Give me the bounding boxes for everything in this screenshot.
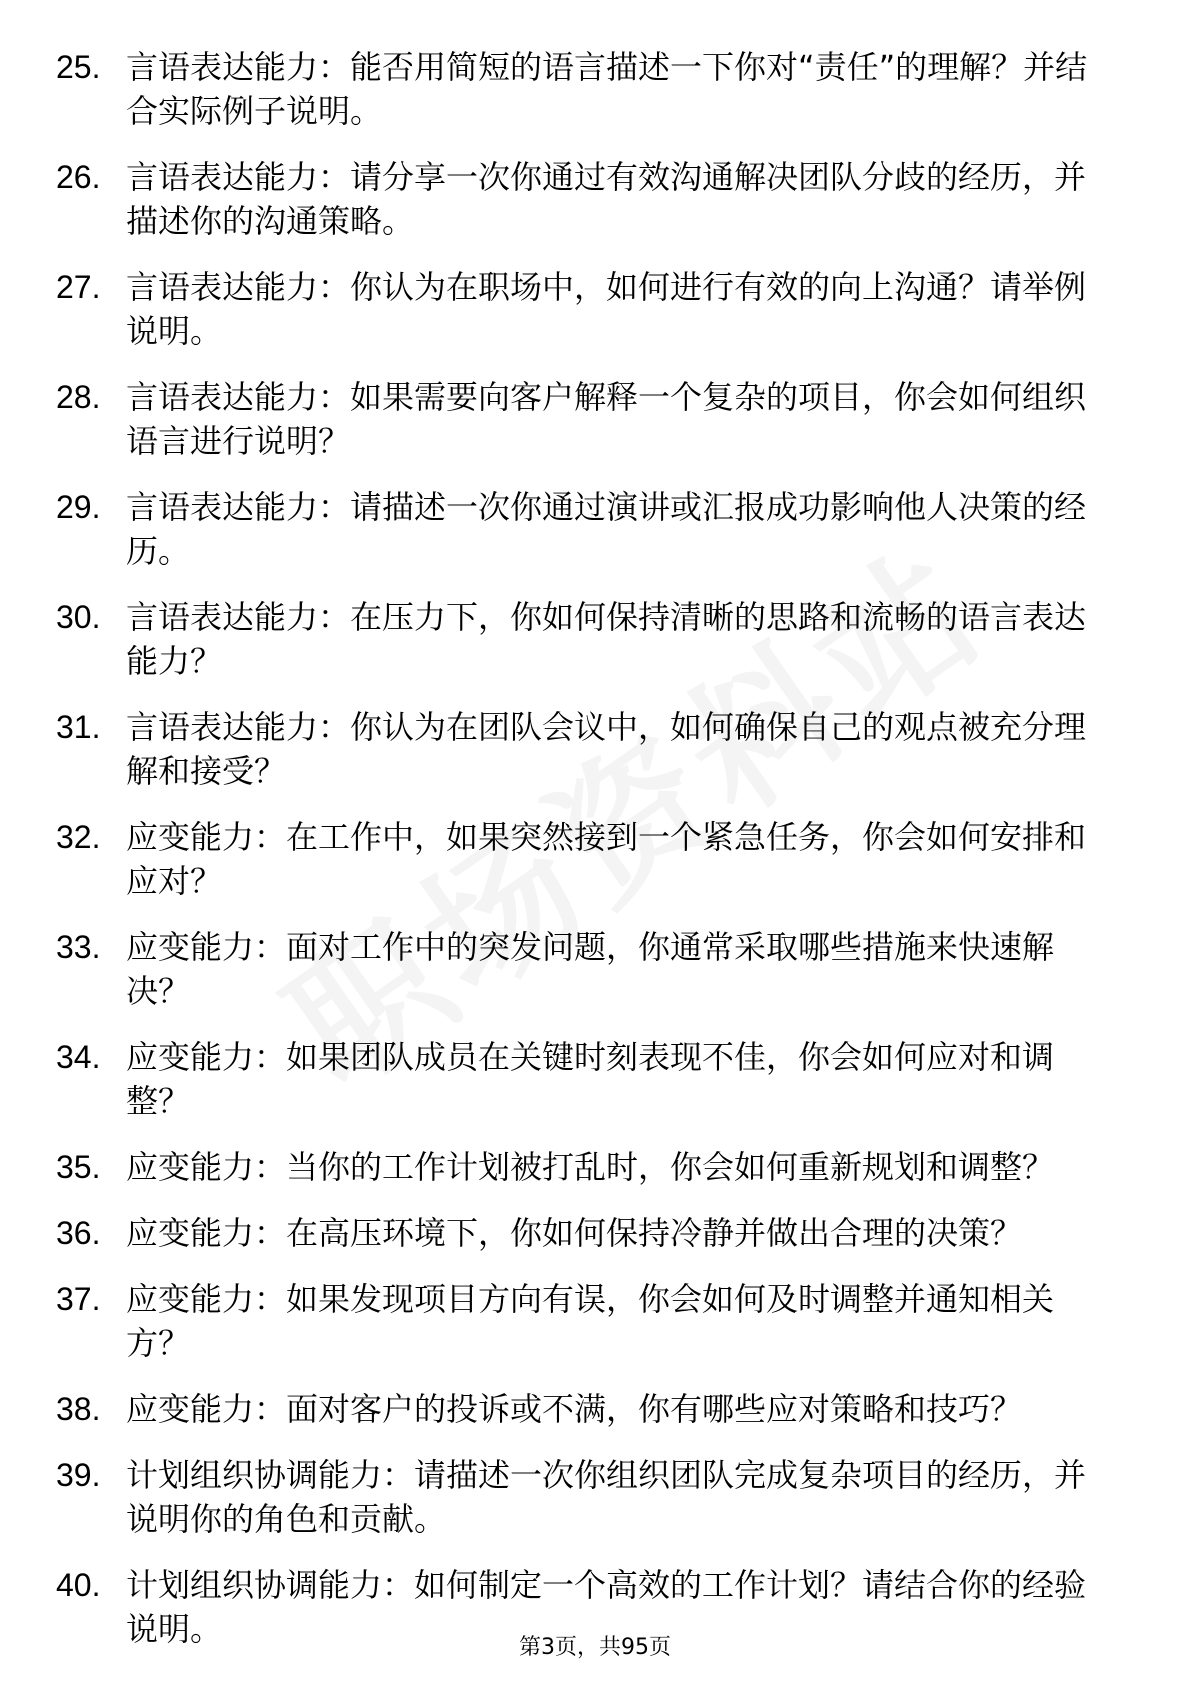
question-number: 27. — [56, 269, 101, 305]
question-text: 应变能力：面对客户的投诉或不满，你有哪些应对策略和技巧？ — [126, 1390, 1023, 1428]
question-item — [0, 485, 1190, 573]
question-number: 30. — [56, 599, 101, 635]
question-number: 26. — [56, 159, 101, 195]
question-item — [0, 705, 1190, 793]
question-number: 39. — [56, 1457, 101, 1493]
question-text: 言语表达能力：你认为在团队会议中，如何确保自己的观点被充分理解和接受？ — [126, 708, 1087, 790]
question-text: 言语表达能力：能否用简短的语言描述一下你对“责任”的理解？并结合实际例子说明。 — [126, 48, 1088, 130]
question-item — [0, 375, 1190, 463]
question-number: 40. — [56, 1567, 101, 1603]
question-text: 应变能力：在工作中，如果突然接到一个紧急任务，你会如何安排和应对？ — [126, 818, 1087, 900]
question-number: 29. — [56, 489, 101, 525]
question-item — [0, 1453, 1190, 1541]
question-item — [0, 45, 1190, 133]
question-number: 31. — [56, 709, 101, 745]
page-footer: 第3页，共95页 — [519, 1635, 671, 1660]
question-number: 34. — [56, 1039, 101, 1075]
question-number: 35. — [56, 1149, 101, 1185]
question-item — [0, 265, 1190, 353]
question-item — [0, 595, 1190, 683]
question-item — [0, 155, 1190, 243]
question-item — [0, 1145, 1190, 1189]
question-text: 应变能力：面对工作中的突发问题，你通常采取哪些措施来快速解决？ — [126, 928, 1055, 1010]
question-number: 28. — [56, 379, 101, 415]
question-number: 25. — [56, 49, 101, 85]
question-number: 36. — [56, 1215, 101, 1251]
question-item — [0, 1035, 1190, 1123]
question-text: 言语表达能力：你认为在职场中，如何进行有效的向上沟通？请举例说明。 — [126, 268, 1087, 350]
question-item — [0, 1387, 1190, 1431]
question-item — [0, 925, 1190, 1013]
question-text: 言语表达能力：如果需要向客户解释一个复杂的项目，你会如何组织语言进行说明？ — [126, 378, 1087, 460]
question-text: 言语表达能力：在压力下，你如何保持清晰的思路和流畅的语言表达能力？ — [126, 598, 1087, 680]
question-number: 38. — [56, 1391, 101, 1427]
question-text: 言语表达能力：请描述一次你通过演讲或汇报成功影响他人决策的经历。 — [126, 488, 1087, 570]
question-list — [0, 45, 1190, 1673]
question-text: 应变能力：如果团队成员在关键时刻表现不佳，你会如何应对和调整？ — [126, 1038, 1055, 1120]
question-text: 应变能力：在高压环境下，你如何保持冷静并做出合理的决策？ — [126, 1214, 1023, 1252]
question-number: 37. — [56, 1281, 101, 1317]
question-text: 应变能力：如果发现项目方向有误，你会如何及时调整并通知相关方？ — [126, 1280, 1055, 1362]
question-number: 33. — [56, 929, 101, 965]
question-item — [0, 1211, 1190, 1255]
question-item — [0, 1277, 1190, 1365]
question-number: 32. — [56, 819, 101, 855]
question-text: 计划组织协调能力：请描述一次你组织团队完成复杂项目的经历，并说明你的角色和贡献。 — [126, 1456, 1087, 1538]
question-item — [0, 815, 1190, 903]
question-text: 言语表达能力：请分享一次你通过有效沟通解决团队分歧的经历，并描述你的沟通策略。 — [126, 158, 1087, 240]
question-text: 应变能力：当你的工作计划被打乱时，你会如何重新规划和调整？ — [126, 1148, 1055, 1186]
question-text: 计划组织协调能力：如何制定一个高效的工作计划？请结合你的经验说明。 — [126, 1566, 1087, 1648]
